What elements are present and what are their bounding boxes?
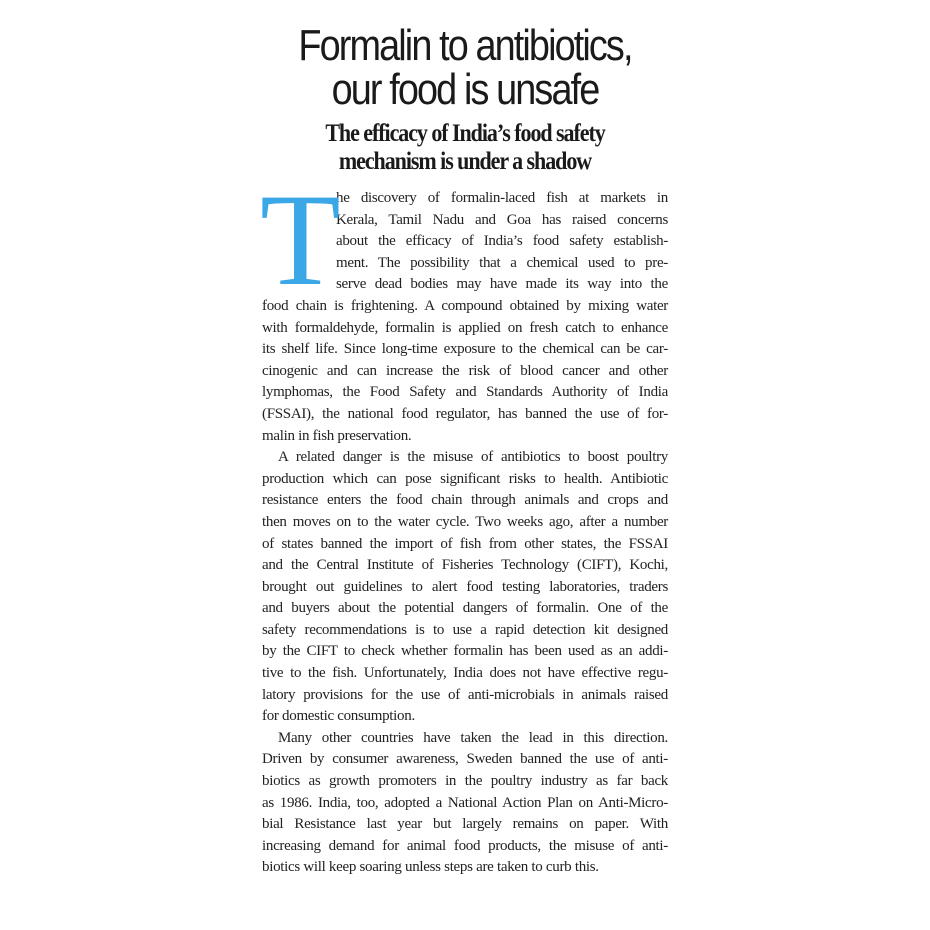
text-line: malin in fish preservation. bbox=[262, 427, 412, 444]
text-line: and buyers about the potential dangers of formalin. One of the bbox=[262, 600, 668, 617]
text-line: biotics as growth promoters in the poultry industry as far back bbox=[262, 773, 668, 790]
paragraph-3 bbox=[262, 728, 668, 879]
deck-line-1: The efficacy of India’s food safety bbox=[325, 120, 605, 147]
text-line: Driven by consumer awareness, Sweden banned the use of anti- bbox=[262, 751, 668, 768]
text-line: ment. The possibility that a chemical used to pre- bbox=[336, 254, 668, 271]
text-line: A related danger is the misuse of antibiotics to boost poultry bbox=[278, 449, 668, 466]
text-line: tive to the fish. Unfortunately, India does not have effective regu- bbox=[262, 665, 668, 682]
text-line: and the Central Institute of Fisheries Technology (CIFT), Kochi, bbox=[262, 557, 668, 574]
text-line: latory provisions for the use of anti-microbials in animals raised bbox=[262, 686, 668, 703]
dropcap-letter: T bbox=[260, 166, 341, 313]
text-line: by the CIFT to check whether formalin has been used as an addi- bbox=[262, 643, 668, 660]
text-line: cinogenic and can increase the risk of blood cancer and other bbox=[262, 362, 668, 379]
text-line: Many other countries have taken the lead in this direction. bbox=[278, 729, 668, 746]
paragraph-1 bbox=[260, 166, 668, 447]
text-line: increasing demand for animal food products, the misuse of anti- bbox=[262, 837, 668, 854]
text-line: he discovery of formalin-laced fish at markets in bbox=[336, 190, 668, 206]
text-line: Kerala, Tamil Nadu and Goa has raised concerns bbox=[336, 211, 668, 228]
text-line: biotics will keep soaring unless steps are taken to curb this. bbox=[262, 859, 599, 876]
text-line: its shelf life. Since long-time exposure to the chemical can be car- bbox=[262, 341, 668, 358]
text-line: then moves on to the water cycle. Two weeks ago, after a number bbox=[262, 513, 668, 530]
text-line: safety recommendations is to use a rapid detection kit designed bbox=[262, 621, 668, 638]
deck-line-2: mechanism is under a shadow bbox=[338, 148, 592, 175]
text-line: lymphomas, the Food Safety and Standards Authority of India bbox=[262, 384, 668, 401]
article bbox=[260, 21, 668, 879]
text-line: brought out guidelines to alert food testing laboratories, traders bbox=[262, 578, 668, 595]
text-line: with formaldehyde, formalin is applied on fresh catch to enhance bbox=[262, 319, 668, 336]
text-line: for domestic consumption. bbox=[262, 708, 415, 725]
text-line: serve dead bodies may have made its way into the bbox=[336, 276, 668, 293]
text-line: as 1986. India, too, adopted a National Action Plan on Anti-Micro- bbox=[262, 794, 668, 811]
article-body bbox=[260, 166, 668, 879]
text-line: resistance enters the food chain through animals and crops and bbox=[262, 492, 668, 509]
headline-line-2: our food is unsafe bbox=[331, 65, 599, 114]
text-line: bial Resistance last year but largely remains on paper. With bbox=[262, 816, 668, 833]
headline-line-1: Formalin to antibiotics, bbox=[298, 21, 632, 70]
text-line: food chain is frightening. A compound obtained by mixing water bbox=[262, 297, 668, 314]
text-line: (FSSAI), the national food regulator, has banned the use of for- bbox=[262, 405, 668, 422]
text-line: production which can pose significant risks to health. Antibiotic bbox=[262, 470, 668, 487]
text-line: of states banned the import of fish from other states, the FSSAI bbox=[262, 535, 668, 552]
headline bbox=[290, 21, 639, 114]
text-line: about the efficacy of India’s food safety establish- bbox=[336, 233, 668, 250]
paragraph-2 bbox=[262, 447, 668, 728]
